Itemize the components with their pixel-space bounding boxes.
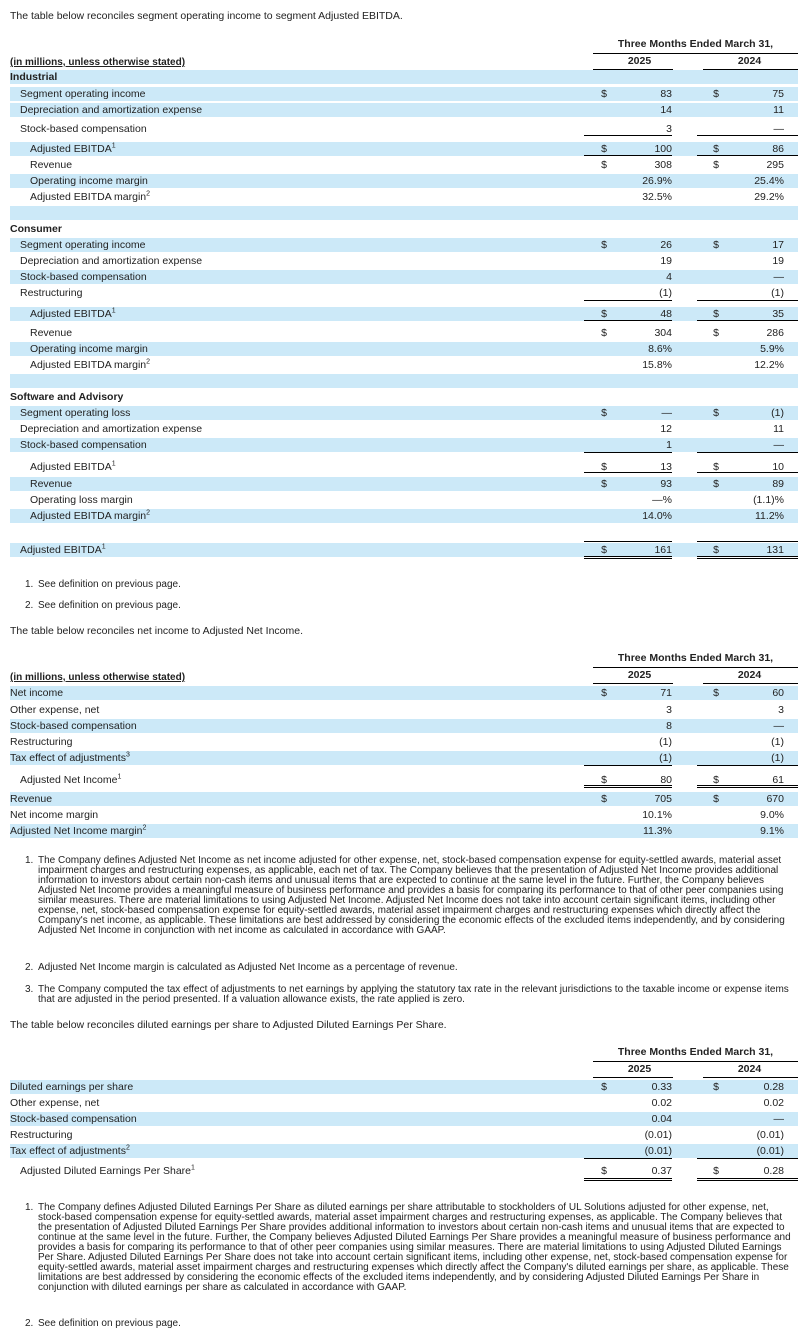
row-label: Adjusted EBITDA$^1$: [20, 543, 106, 556]
row-label: Restructuring: [10, 1129, 73, 1141]
currency-symbol: $: [601, 1165, 607, 1177]
year-header-2025: 2025: [627, 1063, 652, 1075]
value-2024: 29.2%: [754, 191, 784, 203]
row-label: Depreciation and amortization expense: [20, 104, 203, 116]
value-2025: 0.02: [651, 1097, 672, 1109]
currency-symbol: $: [713, 143, 719, 155]
table-row: [10, 1164, 798, 1178]
table-row: [10, 190, 798, 204]
value-2025: —%: [652, 494, 672, 506]
section-header-industrial: [10, 70, 798, 84]
value-2024: 75: [772, 88, 784, 100]
value-2024: 89: [772, 478, 784, 490]
footnote-2: 2. Adjusted Net Income margin is calculated as Adjusted Net Income as a percentage of revenue.: [25, 962, 458, 973]
period-header: Three Months Ended March 31,: [617, 652, 774, 664]
currency-symbol: $: [601, 478, 607, 490]
currency-symbol: $: [601, 327, 607, 339]
row-label: Adjusted Diluted Earnings Per Share$^1$: [20, 1164, 195, 1177]
underline: [584, 751, 672, 766]
value-2024: —: [773, 123, 784, 135]
row-label: Stock-based compensation: [10, 720, 137, 732]
table-row: [10, 174, 798, 188]
value-2024: 9.0%: [760, 809, 784, 821]
value-2025: 26.9%: [642, 175, 672, 187]
value-2024: 0.02: [763, 1097, 784, 1109]
row-label: Tax effect of adjustments$^2$: [10, 1144, 130, 1157]
value-2025: 26: [660, 239, 672, 251]
table-row: [10, 87, 798, 101]
table-row: [10, 719, 798, 733]
value-2024: 11.2%: [755, 510, 784, 522]
table-row: [10, 808, 798, 822]
row-label: Revenue: [30, 159, 73, 171]
value-2025: (1): [659, 752, 672, 764]
value-2024: 670: [766, 793, 784, 805]
row-label: Other expense, net: [10, 1097, 100, 1109]
header-rule: [593, 667, 798, 668]
underline: [584, 121, 672, 136]
underline: [697, 121, 798, 136]
table-row: [10, 773, 798, 787]
value-2024: 5.9%: [760, 343, 784, 355]
currency-symbol: $: [601, 1081, 607, 1093]
table-row: [10, 1080, 798, 1094]
table-row: [10, 686, 798, 700]
currency-symbol: $: [601, 544, 607, 556]
currency-symbol: $: [713, 461, 719, 473]
row-label: Adjusted Net Income margin$^2$: [10, 824, 147, 837]
currency-symbol: $: [601, 774, 607, 786]
footnote-1: 1. The Company defines Adjusted Net Income as net income adjusted for other expense, net, stock-based compensation expense for equity-settled awards, material asset impairment charges and restructuring expenses, as applicable, each net of tax. The Company believes that the presentation of Adjusted Net Income provides additional information to investors about certain non-cash items and unusual items that are expected to continue at the same level in the future. Further, the Company believes Adjusted Net Income provides a meaningful measure of business performance and provides a basis for comparing its performance to that of other peer companies using similar measures. There are material limitations to using Adjusted Net Income. Adjusted Net Income does not take into account certain significant items, including other expense, net, stock-based compensation expense for equity-settled awards, material asset impairment charges and restructuring expenses which directly affect the Company's net income, as applicable. These limitations are best addressed by considering the economic effects of the excluded items independently, and by considering Adjusted Net Income in conjunction with net income as calculated in accordance with GAAP.: [25, 855, 785, 936]
double-underline: [584, 541, 672, 559]
currency-symbol: $: [601, 793, 607, 805]
row-label: Depreciation and amortization expense: [20, 423, 203, 435]
double-underline: [584, 1164, 672, 1181]
header-rule: [703, 683, 798, 684]
value-2024: (1.1)%: [753, 494, 784, 506]
underline: [697, 286, 798, 301]
value-2024: (0.01): [756, 1145, 784, 1157]
value-2024: 0.28: [763, 1081, 784, 1093]
row-label: Restructuring: [20, 287, 83, 299]
row-label: Diluted earnings per share: [10, 1081, 134, 1093]
table-row: [10, 477, 798, 491]
value-2025: 1: [666, 439, 672, 451]
year-header-2025: 2025: [627, 669, 652, 681]
row-label: Adjusted EBITDA$^1$: [30, 307, 116, 320]
value-2025: 0.33: [651, 1081, 672, 1093]
row-label: Adjusted Net Income$^1$: [20, 773, 122, 786]
value-2024: 3: [778, 704, 784, 716]
underline: [584, 438, 672, 453]
value-2024: (1): [771, 407, 784, 419]
intro-text-1: The table below reconciles segment operating income to segment Adjusted EBITDA.: [10, 10, 403, 22]
table-row: [10, 493, 798, 507]
value-2025: 308: [654, 159, 672, 171]
currency-symbol: $: [713, 308, 719, 320]
value-2024: 10: [772, 461, 784, 473]
table-row: [10, 358, 798, 372]
value-2025: (1): [659, 287, 672, 299]
underline: [697, 458, 798, 473]
row-label: Other expense, net: [10, 704, 100, 716]
value-2025: 48: [660, 308, 672, 320]
currency-symbol: $: [601, 88, 607, 100]
table-row: [10, 142, 798, 156]
table-row: [10, 1128, 798, 1142]
row-label: Adjusted EBITDA margin$^2$: [30, 358, 151, 371]
value-2025: 93: [660, 478, 672, 490]
units-label: (in millions, unless otherwise stated): [10, 57, 186, 68]
table-row: [10, 158, 798, 172]
value-2024: 86: [772, 143, 784, 155]
section-header-software: [10, 390, 798, 404]
value-2025: 161: [654, 544, 672, 556]
value-2025: 15.8%: [642, 359, 672, 371]
row-label: Segment operating loss: [20, 407, 131, 419]
table-row: [10, 460, 798, 474]
currency-symbol: $: [713, 88, 719, 100]
row-label: Stock-based compensation: [20, 271, 147, 283]
value-2024: (0.01): [756, 1129, 784, 1141]
value-2024: —: [773, 720, 784, 732]
value-2024: 60: [772, 687, 784, 699]
double-underline: [697, 541, 798, 559]
currency-symbol: $: [601, 143, 607, 155]
underline: [584, 458, 672, 473]
table-row: [10, 1112, 798, 1126]
value-2024: —: [773, 271, 784, 283]
underline: [697, 751, 798, 766]
underline: [697, 438, 798, 453]
row-label: Revenue: [10, 793, 53, 805]
value-2024: 11: [773, 423, 784, 435]
footnote-1: 1. The Company defines Adjusted Diluted Earnings Per Share as diluted earnings per share attributable to stockholders of UL Solutions adjusted for other expense, net, stock-based compensation expense for equity-settled awards, material asset impairment charges and restructuring expenses, as applicable. The Company believes that the presentation of Adjusted Diluted Earnings Per Share provides additional information to investors about certain non-cash items and unusual items that are expected to continue at the same level in the future. Further, the Company believes Adjusted Diluted Earnings Per Share provides a meaningful measure of business performance and provides a basis for comparing its performance to that of other peer companies using similar measures. There are material limitations to using Adjusted Diluted Earnings Per Share. Adjusted Diluted Earnings Per Share does not take into account certain significant items, including other expense, net, stock-based compensation expense for equity-settled awards, material asset impairment charges and restructuring expenses which directly affect the Company's diluted earnings per share, as applicable. These limitations are best addressed by considering the economic effects of the excluded items independently, and by considering Adjusted Diluted Earnings Per Share in conjunction with diluted earnings per share as calculated in accordance with GAAP.: [25, 1202, 791, 1293]
value-2025: 14.0%: [642, 510, 672, 522]
value-2024: (1): [771, 752, 784, 764]
row-label: Revenue: [30, 327, 73, 339]
value-2024: —: [773, 1113, 784, 1125]
value-2024: 131: [766, 544, 784, 556]
underline: [584, 1144, 672, 1159]
row-label: Net income margin: [10, 809, 99, 821]
footnote-2: 2. See definition on previous page.: [25, 1318, 181, 1329]
currency-symbol: $: [601, 407, 607, 419]
value-2025: (1): [659, 736, 672, 748]
footnote-3: 3. The Company computed the tax effect of adjustments to net earnings by applying the statutory tax rate in the relevant jurisdictions to the taxable income or expense items that are adjusted in the period presented. If a valuation allowance exists, the rate applied is zero.: [25, 984, 789, 1005]
table-row: [10, 751, 798, 765]
row-label: Adjusted EBITDA margin$^2$: [30, 509, 151, 522]
row-label: Segment operating income: [20, 88, 146, 100]
currency-symbol: $: [713, 478, 719, 490]
currency-symbol: $: [713, 687, 719, 699]
table-row: [10, 735, 798, 749]
row-label: Stock-based compensation: [10, 1113, 137, 1125]
currency-symbol: $: [713, 327, 719, 339]
table-row: [10, 307, 798, 321]
currency-symbol: $: [713, 544, 719, 556]
value-2024: —: [773, 439, 784, 451]
value-2025: 19: [660, 255, 672, 267]
table-row: [10, 406, 798, 420]
table-row: [10, 422, 798, 436]
row-label: Tax effect of adjustments$^3$: [10, 751, 130, 764]
row-label: Operating loss margin: [30, 494, 133, 506]
currency-symbol: $: [601, 159, 607, 171]
value-2025: 32.5%: [642, 191, 672, 203]
double-underline: [584, 771, 672, 788]
section-title: Consumer: [10, 223, 62, 235]
row-label: Stock-based compensation: [20, 439, 147, 451]
double-underline: [697, 771, 798, 788]
header-rule: [593, 1061, 798, 1062]
year-header-2025: 2025: [627, 55, 652, 67]
currency-symbol: $: [601, 308, 607, 320]
table-row: [10, 1096, 798, 1110]
table-row: [10, 342, 798, 356]
header-rule: [593, 1077, 673, 1078]
header-rule: [703, 1077, 798, 1078]
row-label: Restructuring: [10, 736, 73, 748]
table-row: [10, 270, 798, 284]
value-2025: 3: [666, 123, 672, 135]
value-2025: 14: [660, 104, 672, 116]
units-label: (in millions, unless otherwise stated): [10, 672, 186, 683]
value-2024: 295: [766, 159, 784, 171]
period-header: Three Months Ended March 31,: [617, 1046, 774, 1058]
currency-symbol: $: [601, 461, 607, 473]
value-2024: 19: [772, 255, 784, 267]
currency-symbol: $: [713, 1081, 719, 1093]
underline: [697, 306, 798, 321]
table-row: [10, 326, 798, 340]
currency-symbol: $: [713, 159, 719, 171]
value-2024: 286: [766, 327, 784, 339]
section-title: Industrial: [10, 71, 58, 83]
table-row: [10, 509, 798, 523]
value-2024: (1): [771, 736, 784, 748]
currency-symbol: $: [713, 774, 719, 786]
spacer-row: [10, 206, 798, 220]
header-rule: [593, 683, 673, 684]
period-header: Three Months Ended March 31,: [617, 38, 774, 50]
value-2025: 8.6%: [648, 343, 672, 355]
value-2025: 13: [660, 461, 672, 473]
value-2025: —: [661, 407, 672, 419]
value-2025: 71: [660, 687, 672, 699]
table-row: [10, 824, 798, 838]
row-label: Stock-based compensation: [20, 123, 147, 135]
year-header-2024: 2024: [737, 669, 762, 681]
section-title: Software and Advisory: [10, 391, 124, 403]
footnote-1: 1. See definition on previous page.: [25, 579, 181, 590]
value-2025: 304: [654, 327, 672, 339]
value-2024: 61: [772, 774, 784, 786]
currency-symbol: $: [713, 1165, 719, 1177]
currency-symbol: $: [601, 239, 607, 251]
table-row-total: [10, 543, 798, 557]
table-row: [10, 703, 798, 717]
value-2025: (0.01): [644, 1129, 672, 1141]
table-row: [10, 254, 798, 268]
value-2025: 8: [666, 720, 672, 732]
underline: [584, 306, 672, 321]
year-header-2024: 2024: [737, 1063, 762, 1075]
underline: [584, 286, 672, 301]
table-row: [10, 792, 798, 806]
value-2024: 11: [773, 104, 784, 116]
row-label: Adjusted EBITDA$^1$: [30, 142, 116, 155]
value-2025: 4: [666, 271, 672, 283]
value-2025: (0.01): [644, 1145, 672, 1157]
value-2025: 3: [666, 704, 672, 716]
value-2024: (1): [771, 287, 784, 299]
spacer-row: [10, 374, 798, 388]
table-row: [10, 438, 798, 452]
underline: [697, 141, 798, 156]
underline: [584, 141, 672, 156]
double-underline: [697, 1164, 798, 1181]
intro-text-3: The table below reconciles diluted earnings per share to Adjusted Diluted Earnings Per Share.: [10, 1019, 447, 1031]
row-label: Net income: [10, 687, 64, 699]
intro-text-2: The table below reconciles net income to Adjusted Net Income.: [10, 625, 303, 637]
row-label: Segment operating income: [20, 239, 146, 251]
section-header-consumer: [10, 222, 798, 236]
value-2024: 25.4%: [754, 175, 784, 187]
value-2024: 17: [772, 239, 784, 251]
table-row: [10, 1144, 798, 1158]
value-2025: 80: [660, 774, 672, 786]
row-label: Revenue: [30, 478, 73, 490]
table-row: [10, 286, 798, 300]
value-2025: 83: [660, 88, 672, 100]
currency-symbol: $: [601, 687, 607, 699]
year-header-2024: 2024: [737, 55, 762, 67]
row-label: Operating income margin: [30, 175, 148, 187]
table-row: [10, 122, 798, 136]
row-label: Adjusted EBITDA$^1$: [30, 460, 116, 473]
value-2025: 0.04: [651, 1113, 672, 1125]
header-rule: [593, 53, 798, 54]
value-2025: 0.37: [651, 1165, 672, 1177]
currency-symbol: $: [713, 239, 719, 251]
value-2025: 12: [660, 423, 672, 435]
value-2025: 705: [654, 793, 672, 805]
row-label: Depreciation and amortization expense: [20, 255, 203, 267]
footnote-2: 2. See definition on previous page.: [25, 600, 181, 611]
value-2024: 0.28: [763, 1165, 784, 1177]
value-2025: 11.3%: [643, 825, 672, 837]
value-2024: 12.2%: [754, 359, 784, 371]
underline: [697, 1144, 798, 1159]
table-row: [10, 103, 798, 117]
currency-symbol: $: [713, 793, 719, 805]
value-2024: 9.1%: [760, 825, 784, 837]
value-2025: 10.1%: [642, 809, 672, 821]
row-label: Adjusted EBITDA margin$^2$: [30, 190, 151, 203]
row-label: Operating income margin: [30, 343, 148, 355]
value-2025: 100: [654, 143, 672, 155]
table-row: [10, 238, 798, 252]
currency-symbol: $: [713, 407, 719, 419]
value-2024: 35: [772, 308, 784, 320]
